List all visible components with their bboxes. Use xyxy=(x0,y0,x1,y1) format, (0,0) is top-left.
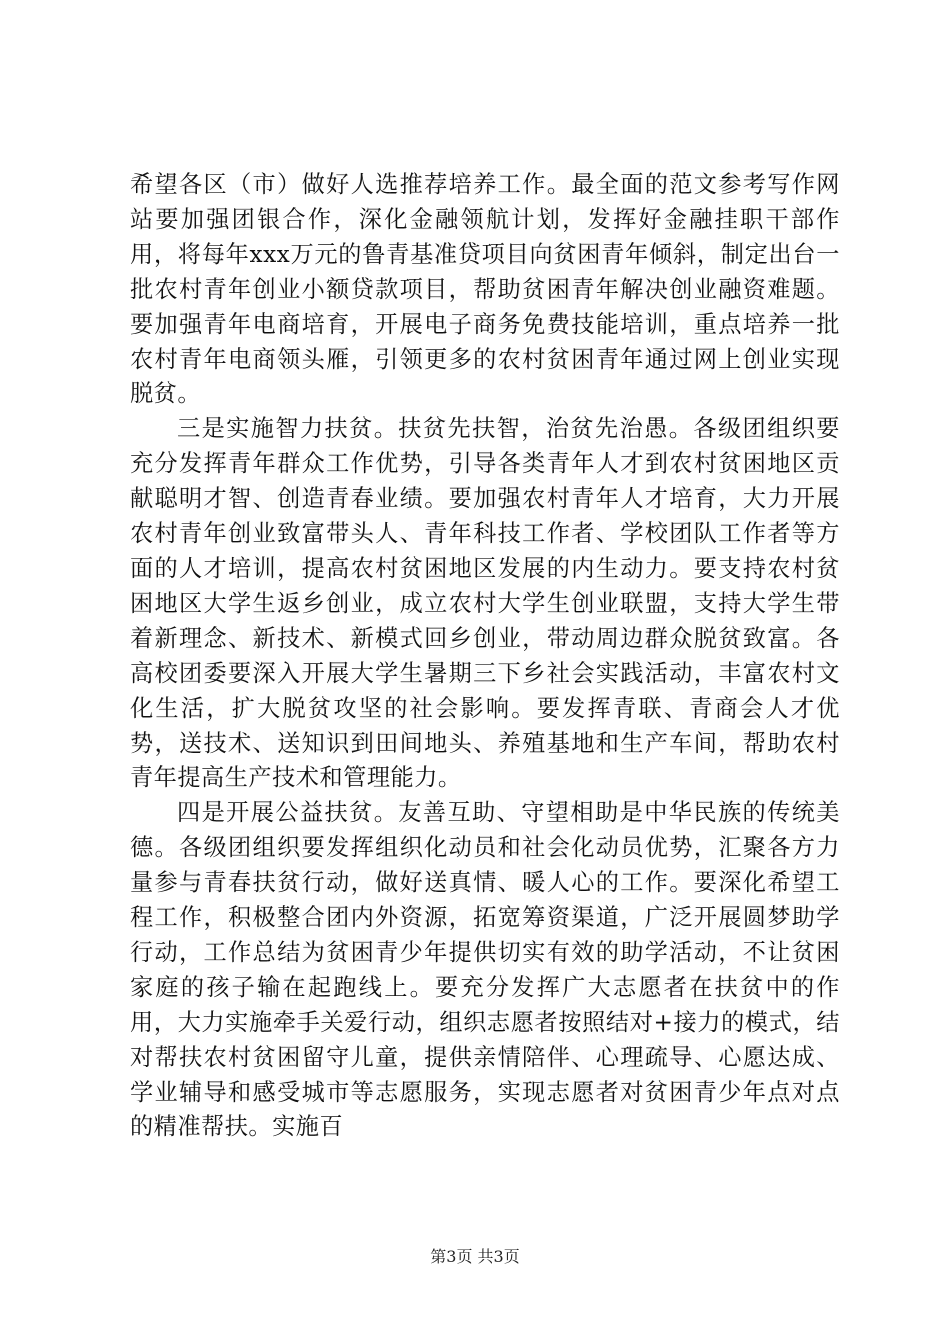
paragraph-continued: 希望各区（市）做好人选推荐培养工作。最全面的范文参考写作网站要加强团银合作，深化金融领航计划，发挥好金融挂职干部作用，将每年xxx万元的鲁青基准贷项目向贫困青年倾斜，制定出台一批农村青年创业小额贷款项目，帮助贫困青年解决创业融资难题。要加强青年电商培育，开展电子商务免费技能培训，重点培养一批农村青年电商领头雁，引领更多的农村贫困青年通过网上创业实现脱贫。 xyxy=(130,171,840,408)
document-body xyxy=(130,168,840,1145)
page-footer: 第3页 共3页 xyxy=(430,1247,520,1266)
paragraph-public-welfare-poverty-alleviation: 四是开展公益扶贫。友善互助、守望相助是中华民族的传统美德。各级团组织要发挥组织化动员和社会化动员优势，汇聚各方力量参与青春扶贫行动，做好送真情、暖人心的工作。要深化希望工程工作，积极整合团内外资源，拓宽筹资渠道，广泛开展圆梦助学行动，工作总结为贫困青少年提供切实有效的助学活动，不让贫困家庭的孩子输在起跑线上。要充分发挥广大志愿者在扶贫中的作用，大力实施牵手关爱行动，组织志愿者按照结对+接力的模式，结对帮扶农村贫困留守儿童，提供亲情陪伴、心理疏导、心愿达成、学业辅导和感受城市等志愿服务，实现志愿者对贫困青少年点对点的精准帮扶。实施百 xyxy=(130,799,840,1141)
paragraph-intellectual-poverty-alleviation: 三是实施智力扶贫。扶贫先扶智，治贫先治愚。各级团组织要充分发挥青年群众工作优势，引导各类青年人才到农村贫困地区贡献聪明才智、创造青春业绩。要加强农村青年人才培育，大力开展农村青年创业致富带头人、青年科技工作者、学校团队工作者等方面的人才培训，提高农村贫困地区发展的内生动力。要支持农村贫困地区大学生返乡创业，成立农村大学生创业联盟，支持大学生带着新理念、新技术、新模式回乡创业，带动周边群众脱贫致富。各高校团委要深入开展大学生暑期三下乡社会实践活动，丰富农村文化生活，扩大脱贫攻坚的社会影响。要发挥青联、青商会人才优势，送技术、送知识到田间地头、养殖基地和生产车间，帮助农村青年提高生产技术和管理能力。 xyxy=(130,415,840,792)
